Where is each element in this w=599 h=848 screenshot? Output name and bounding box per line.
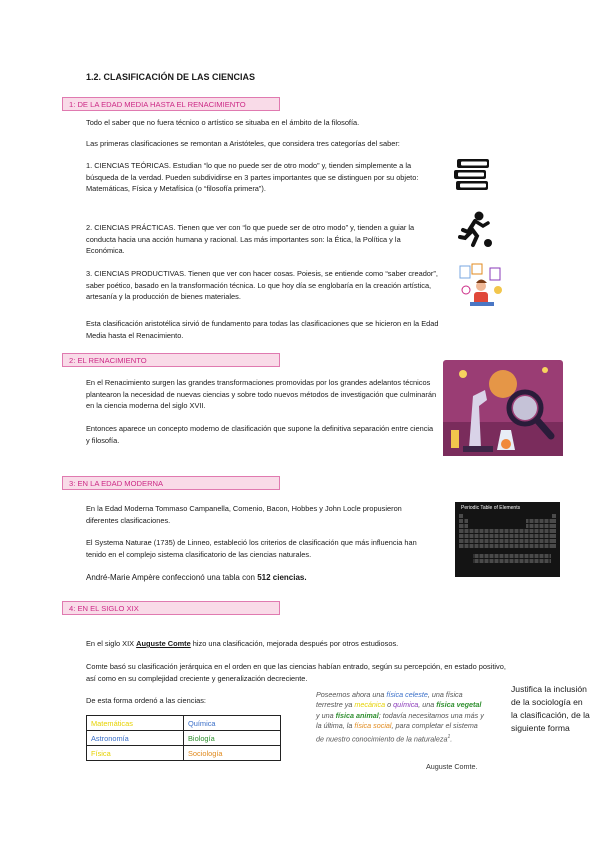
section-header-siglo-xix: 4: EN EL SIGLO XIX [62, 601, 280, 615]
table-row [87, 746, 281, 761]
comte-name: Auguste Comte [136, 639, 191, 648]
section-header-edad-moderna: 3: EN LA EDAD MODERNA [62, 476, 280, 490]
science-illustration [443, 360, 563, 456]
paragraph-ampere [86, 572, 446, 584]
quote-fisica-vegetal: física vegetal [436, 700, 482, 710]
paragraph: De esta forma ordenó a las ciencias: [86, 696, 206, 705]
paragraph-comte [86, 638, 486, 650]
quote-mecanica: mecánica [354, 700, 386, 710]
comte-quote [316, 690, 484, 771]
periodic-table-title: Periodic Table of Elements [461, 505, 521, 511]
table-cell-astronomia: Astronomía [87, 731, 184, 746]
paragraph: Las primeras clasificaciones se remontan a Aristóteles, que considera tres categorías del saber: [86, 139, 400, 148]
table-cell-fisica: Física [87, 746, 184, 761]
quote-fisica-celeste: física celeste [386, 690, 428, 699]
comte-text-end: hizo una clasificación, mejorada después por otros estudiosos. [190, 639, 399, 648]
paragraph-ciencias-teoricas: 1. CIENCIAS TEÓRICAS. Estudian “lo que no puede ser de otro modo” y, tienden simplemente a la búsqueda de la verdad. Pueden subdividirse en 3 partes importantes que se distinguen por su objeto: Matemáticas, Física y Metafísica (o “filosofía primera”). [86, 161, 419, 193]
quote-text: ; todavía necesitamos una más y la última, la [316, 710, 484, 731]
books-icon [452, 157, 492, 193]
paragraph: Comte basó su clasificación jerárquica en el orden en que las ciencias habían entrado, según su percepción, en estado positivo, así como en su complejidad creciente y generalización decreciente. [86, 662, 506, 683]
comte-text: En el siglo XIX [86, 639, 137, 648]
soccer-player-icon [455, 210, 495, 250]
quote-footnote: 1 [447, 733, 451, 740]
paragraph: En la Edad Moderna Tommaso Campanella, Comenio, Bacon, Hobbes y John Locle propusieron diferentes clasificaciones. [86, 504, 402, 525]
table-cell-quimica: Química [184, 716, 281, 731]
table-row [87, 716, 281, 731]
paragraph-ciencias-practicas: 2. CIENCIAS PRÁCTICAS. Tienen que ver con “lo que puede ser de otro modo” y, tienden a guiar la conducta hacia una acción humana y racional. Las más importantes son: la Ética, la Política y la Económica. [86, 223, 415, 255]
creative-work-illustration [458, 262, 504, 310]
table-cell-matematicas: Matemáticas [87, 716, 184, 731]
sciences-table [86, 715, 281, 761]
quote-author: Auguste Comte. [426, 762, 478, 771]
paragraph: Todo el saber que no fuera técnico o artístico se situaba en el ámbito de la filosofía. [86, 118, 360, 127]
ampere-text: André-Marie Ampère confeccionó una tabla con [86, 573, 258, 582]
quote-text: Poseemos ahora una [316, 690, 387, 699]
table-cell-biologia: Biología [184, 731, 281, 746]
section-header-renacimiento: 2: EL RENACIMIENTO [62, 353, 280, 367]
quote-text: y una [316, 710, 336, 720]
section-header-edad-media: 1: DE LA EDAD MEDIA HASTA EL RENACIMIENTO [62, 97, 280, 111]
quote-text: o [385, 700, 394, 710]
quote-fisica-social: física social [354, 721, 392, 731]
paragraph-ciencias-productivas: 3. CIENCIAS PRODUCTIVAS. Tienen que ver con hacer cosas. Poiesis, se entiende como “saber creador”, saber poético, basado en la transformación técnica. Lo que hoy día se englobaría en la creación artística, artesanía y la producción de bienes materiales. [86, 269, 438, 301]
paragraph: Entonces aparece un concepto moderno de clasificación que supone la definitiva separación entre ciencia y filosofía. [86, 424, 434, 445]
quote-text: . [450, 734, 453, 744]
quote-text: , una [418, 700, 437, 710]
quote-quimica: química [393, 700, 419, 710]
quote-fisica-animal: física animal [335, 710, 379, 720]
quote-text: , una física terrestre ya [316, 690, 463, 710]
quote-text: , para completar el sistema de nuestro conocimiento de la naturaleza [316, 721, 478, 744]
side-question: Justifica la inclusión de la sociología en la clasificación, de la siguiente forma [511, 684, 590, 733]
page-title: 1.2. CLASIFICACIÓN DE LAS CIENCIAS [86, 72, 256, 82]
paragraph: En el Renacimiento surgen las grandes transformaciones promovidas por los grandes adelantos técnicos plantearon la necesidad de nuevas ciencias y sobre todo nuevos métodos de investigación que culminarán en la ciencia moderna del siglo XVII. [86, 378, 437, 410]
table-row [87, 731, 281, 746]
periodic-grid [459, 514, 556, 574]
paragraph: Esta clasificación aristotélica sirvió de fundamento para todas las clasificaciones que se hicieron en la Edad Media hasta el Renacimiento. [86, 319, 439, 340]
table-cell-sociologia: Sociología [184, 746, 281, 761]
periodic-table-image [455, 502, 560, 577]
ampere-count: 512 ciencias. [257, 573, 307, 582]
paragraph: El Systema Naturae (1735) de Linneo, estableció los criterios de clasificación que más influencia han tenido en el complejo sistema clasificatorio de las ciencias naturales. [86, 538, 417, 559]
